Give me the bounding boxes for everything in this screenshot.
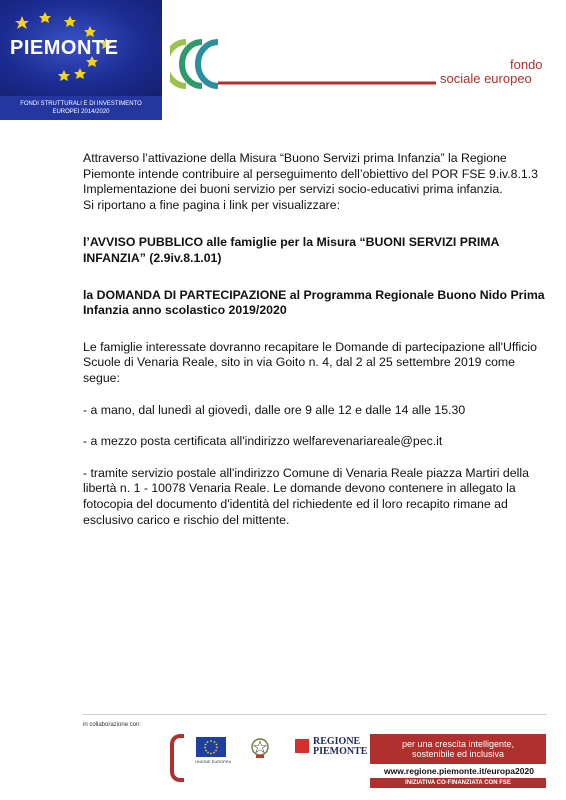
- piemonte-wordmark: PIEMONTE: [10, 37, 119, 59]
- badge-caption-line2: EUROPEI 2014/2020: [52, 109, 110, 115]
- regione-piemonte-shield-icon: [295, 739, 309, 753]
- slogan-line2: sostenibile ed inclusiva: [411, 749, 505, 759]
- footer-divider: [83, 714, 547, 715]
- piemonte-logo: [0, 0, 162, 120]
- fse-line2: sociale europeo: [440, 71, 532, 86]
- badge-caption-line1: FONDI STRUTTURALI E DI INVESTIMENTO: [20, 101, 142, 107]
- domanda-partecipazione-link[interactable]: la DOMANDA DI PARTECIPAZIONE al Programma Regionale Buono Nido Prima Infanzia anno scolastico 2019/2020: [83, 287, 545, 318]
- fse-line1: fondo: [510, 57, 543, 72]
- delivery-by-hand: - a mano, dal lunedì al giovedì, dalle ore 9 alle 12 e dalle 14 alle 15.30: [83, 402, 466, 417]
- slogan-line1: per una crescita intelligente,: [401, 739, 515, 749]
- delivery-by-post: - tramite servizio postale all'indirizzo Comune di Venaria Reale piazza Martiri della libertà n. 1 - 10078 Venaria Reale. Le domande devono contenere in allegato la fotocopia del documento d'identità del richiedente ed il loro recapito rimane ad esclusivo carico e rischio del mittente.: [83, 465, 529, 527]
- eu-flag-icon: [196, 737, 226, 757]
- intro-paragraph: Attraverso l’attivazione della Misura “Buono Servizi prima Infanzia” la Regione Piemonte intende contribuire al perseguimento dell’obiettivo del POR FSE 9.iv.8.1.3 Implementazione dei buoni servizio per servizi socio-educativi prima infanzia.: [83, 151, 539, 197]
- regione-piemonte-wordmark: [313, 737, 367, 757]
- europa2020-url[interactable]: www.regione.piemonte.it/europa2020: [384, 766, 534, 776]
- badge-caption: [0, 96, 162, 120]
- links-intro: Si riportano a fine pagina i link per visualizzare:: [83, 197, 341, 212]
- footer-bracket-icon: [170, 734, 184, 782]
- avviso-pubblico-link[interactable]: l’AVVISO PUBBLICO alle famiglie per la Misura “BUONI SERVIZI PRIMA INFANZIA” (2.9iv.8.1.01): [83, 235, 499, 265]
- collab-label: in collaborazione con:: [83, 722, 142, 728]
- main-content: [83, 151, 547, 528]
- fse-logo-icon: [170, 38, 460, 90]
- cofinanced-banner: INIZIATIVA CO-FINANZIATA CON FSE: [370, 778, 546, 788]
- slogan-banner: [370, 734, 546, 764]
- eu-caption: UNIONE EUROPEA: [195, 759, 232, 764]
- families-paragraph: Le famiglie interessate dovranno recapitare le Domande di partecipazione all'Ufficio Scuole di Venaria Reale, sito in via Goito n. 4, dal 2 al 25 settembre 2019 come segue:: [83, 339, 537, 385]
- italian-republic-emblem-icon: [250, 737, 270, 759]
- delivery-by-pec: - a mezzo posta certificata all'indirizzo welfarevenariareale@pec.it: [83, 434, 443, 449]
- rp-line2: PIEMONTE: [313, 746, 368, 757]
- rp-line1: REGIONE: [313, 736, 361, 747]
- fse-wordmark: [440, 58, 560, 86]
